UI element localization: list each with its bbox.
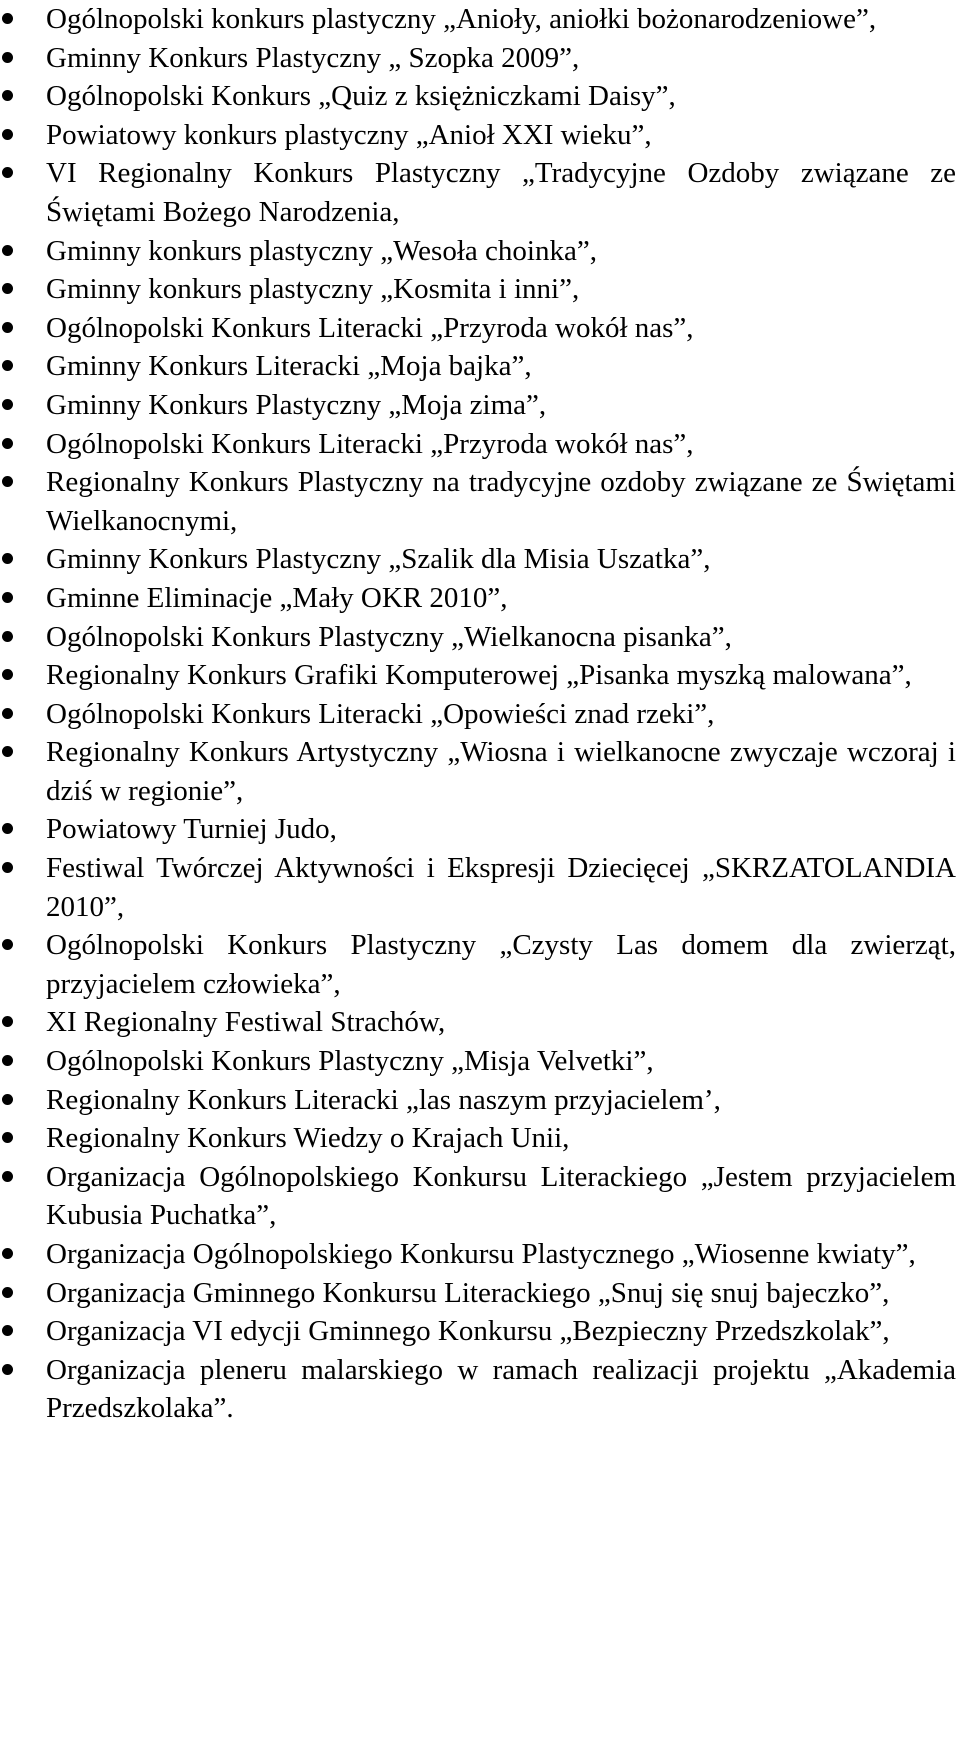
list-item: [0, 463, 960, 540]
list-item-text: Organizacja Ogólnopolskiego Konkursu Literackiego „Jestem przyjacielem Kubusia Puchatka”,: [46, 1160, 956, 1232]
list-item: [0, 1003, 960, 1042]
bullet-icon: [2, 1325, 13, 1336]
list-item-text: Gminny Konkurs Plastyczny „Szalik dla Misia Uszatka”,: [46, 543, 711, 576]
list-item: [0, 116, 960, 155]
list-item-text: Ogólnopolski Konkurs „Quiz z księżniczkami Daisy”,: [46, 80, 676, 113]
list-item: [0, 656, 960, 695]
bullet-icon: [2, 1132, 13, 1143]
list-item-text: Ogólnopolski Konkurs Plastyczny „Wielkanocna pisanka”,: [46, 620, 732, 653]
list-item-text: Gminny Konkurs Plastyczny „Moja zima”,: [46, 388, 547, 421]
bullet-icon: [2, 631, 13, 642]
bullet-icon: [2, 939, 13, 950]
list-item: [0, 77, 960, 116]
list-item: [0, 309, 960, 348]
list-item: [0, 618, 960, 657]
list-item: [0, 733, 960, 810]
list-item: [0, 39, 960, 78]
list-item-text: Powiatowy Turniej Judo,: [46, 813, 337, 846]
list-item: [0, 1351, 960, 1428]
bullet-icon: [2, 1248, 13, 1259]
list-item: [0, 1042, 960, 1081]
bullet-icon: [2, 1016, 13, 1027]
list-item-text: Organizacja Gminnego Konkursu Literackiego „Snuj się snuj bajeczko”,: [46, 1276, 890, 1309]
bullet-icon: [2, 283, 13, 294]
list-item-text: Festiwal Twórczej Aktywności i Ekspresji Dziecięcej „SKRZATOLANDIA 2010”,: [46, 852, 956, 923]
list-item-text: Regionalny Konkurs Artystyczny „Wiosna i wielkanocne zwyczaje wczoraj i dziś w regionie”,: [46, 736, 956, 807]
bullet-icon: [2, 90, 13, 101]
list-item-text: Organizacja pleneru malarskiego w ramach realizacji projektu „Akademia Przedszkolaka”.: [46, 1353, 956, 1425]
bullet-icon: [2, 245, 13, 256]
list-item: [0, 1235, 960, 1274]
bullet-icon: [2, 553, 13, 564]
bullet-icon: [2, 476, 13, 487]
list-item-text: Ogólnopolski Konkurs Literacki „Przyroda wokół nas”,: [46, 311, 694, 344]
bullet-icon: [2, 862, 13, 873]
list-item: [0, 154, 960, 231]
list-item-text: Regionalny Konkurs Literacki „las naszym przyjacielem’,: [46, 1083, 721, 1116]
list-item: [0, 540, 960, 579]
list-item-text: Gminny konkurs plastyczny „Kosmita i inni”,: [46, 273, 580, 306]
bullet-icon: [2, 1055, 13, 1066]
bullet-icon: [2, 1364, 13, 1375]
list-item-text: Regionalny Konkurs Plastyczny na tradycyjne ozdoby związane ze Świętami Wielkanocnymi,: [46, 466, 956, 537]
bullet-icon: [2, 438, 13, 449]
list-item: [0, 926, 960, 1003]
list-item-text: Ogólnopolski Konkurs Plastyczny „Czysty Las domem dla zwierząt, przyjacielem człowieka”,: [46, 929, 956, 1000]
list-item: [0, 232, 960, 271]
bullet-icon: [2, 167, 13, 178]
list-item-text: Powiatowy konkurs plastyczny „Anioł XXI wieku”,: [46, 118, 652, 151]
list-item: [0, 695, 960, 734]
list-item: [0, 579, 960, 618]
list-item-text: Gminny Konkurs Literacki „Moja bajka”,: [46, 350, 532, 383]
list-item-text: Gminny konkurs plastyczny „Wesoła choinka”,: [46, 234, 597, 267]
bullet-icon: [2, 1094, 13, 1105]
list-item-text: Ogólnopolski Konkurs Literacki „Przyroda wokół nas”,: [46, 427, 694, 460]
bullet-icon: [2, 129, 13, 140]
list-item-text: Ogólnopolski Konkurs Literacki „Opowieści znad rzeki”,: [46, 697, 715, 730]
list-item: [0, 1119, 960, 1158]
list-item: [0, 849, 960, 926]
list-item-text: Gminny Konkurs Plastyczny „ Szopka 2009”,: [46, 41, 580, 74]
bullet-icon: [2, 708, 13, 719]
list-item: [0, 0, 960, 39]
list-item: [0, 347, 960, 386]
list-item-text: Regionalny Konkurs Wiedzy o Krajach Unii,: [46, 1122, 570, 1155]
list-item: [0, 1081, 960, 1120]
bullet-icon: [2, 52, 13, 63]
list-item: [0, 1158, 960, 1235]
bullet-icon: [2, 592, 13, 603]
list-item: [0, 1312, 960, 1351]
list-item: [0, 386, 960, 425]
list-item-text: Gminne Eliminacje „Mały OKR 2010”,: [46, 581, 508, 614]
bullet-icon: [2, 322, 13, 333]
bullet-icon: [2, 746, 13, 757]
bullet-icon: [2, 399, 13, 410]
list-item-text: XI Regionalny Festiwal Strachów,: [46, 1006, 446, 1039]
list-item: [0, 425, 960, 464]
bullet-icon: [2, 823, 13, 834]
list-item-text: VI Regionalny Konkurs Plastyczny „Tradycyjne Ozdoby związane ze Świętami Bożego Narodzenia,: [46, 157, 956, 228]
list-item-text: Organizacja VI edycji Gminnego Konkursu „Bezpieczny Przedszkolak”,: [46, 1315, 890, 1348]
bullet-icon: [2, 13, 13, 24]
list-item-text: Ogólnopolski konkurs plastyczny „Anioły, aniołki bożonarodzeniowe”,: [46, 3, 877, 35]
list-item-text: Ogólnopolski Konkurs Plastyczny „Misja Velvetki”,: [46, 1045, 654, 1078]
bullet-icon: [2, 1287, 13, 1298]
list-item: [0, 1274, 960, 1313]
list-item-text: Regionalny Konkurs Grafiki Komputerowej „Pisanka myszką malowana”,: [46, 659, 912, 692]
bullet-icon: [2, 360, 13, 371]
list-item: [0, 270, 960, 309]
bullet-icon: [2, 669, 13, 680]
list-item-text: Organizacja Ogólnopolskiego Konkursu Plastycznego „Wiosenne kwiaty”,: [46, 1238, 916, 1270]
bullet-icon: [2, 1171, 13, 1182]
list-item: [0, 810, 960, 849]
